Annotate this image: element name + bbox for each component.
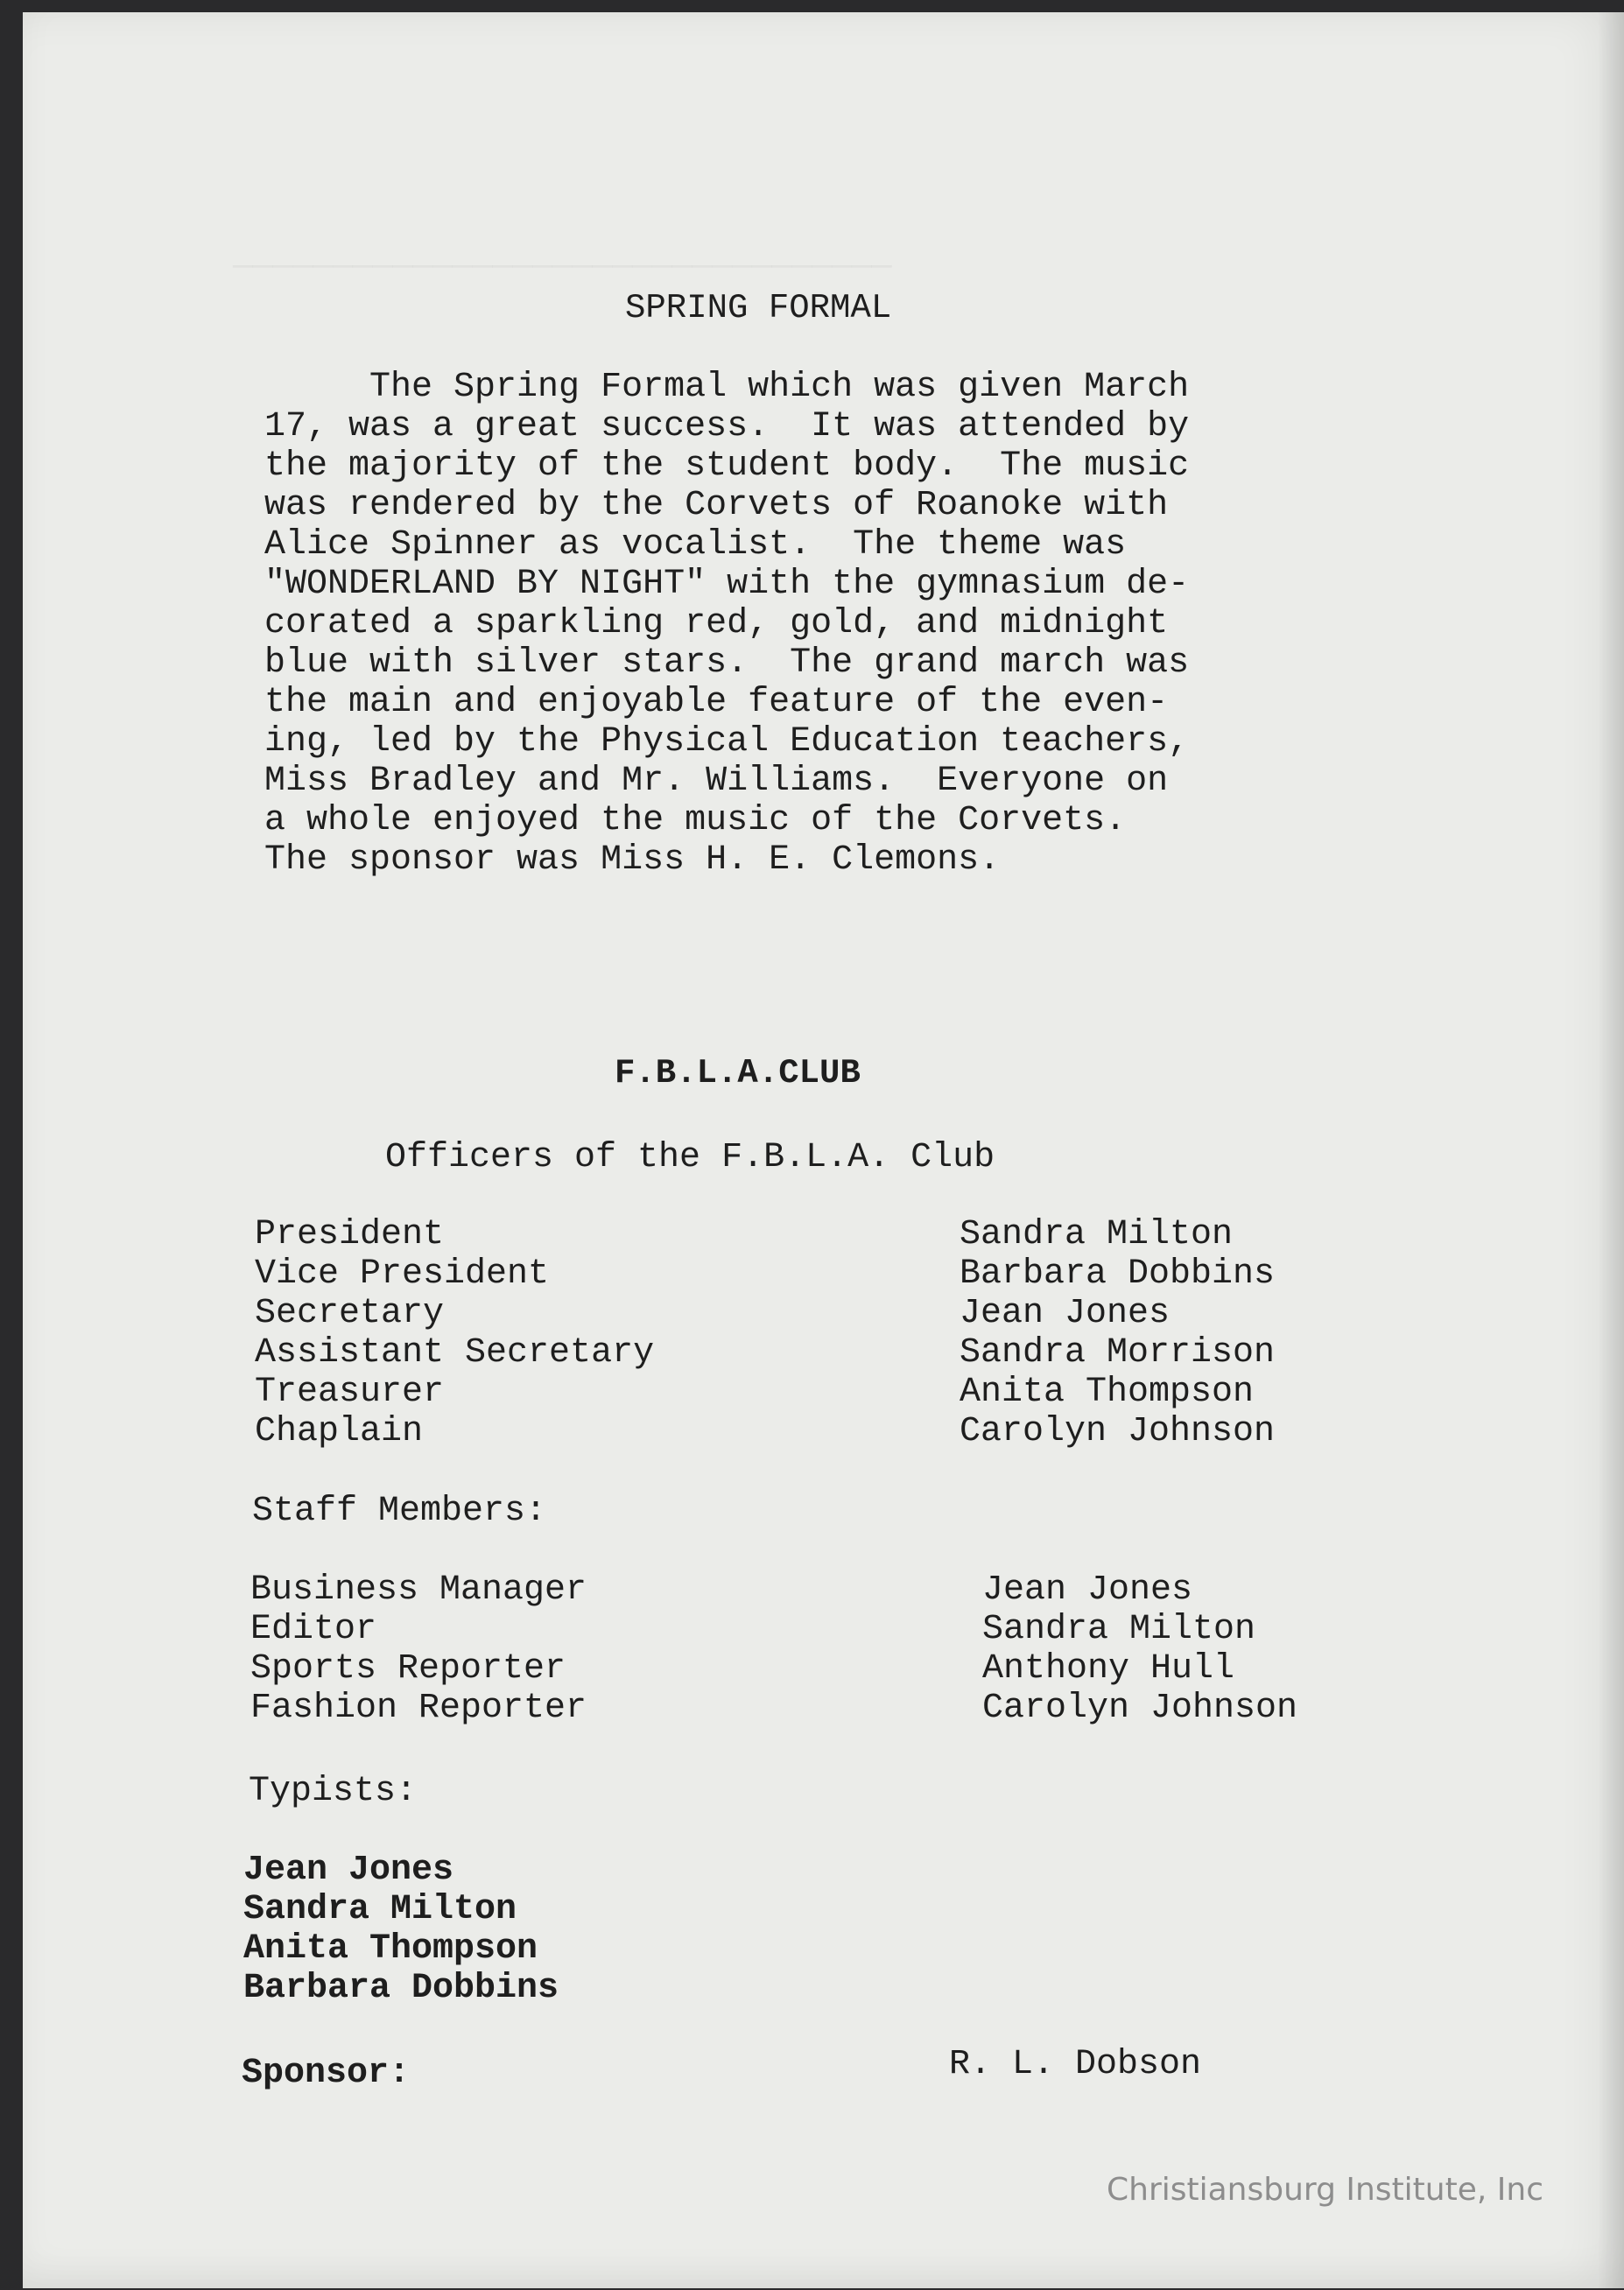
officer-role: Treasurer	[255, 1373, 445, 1412]
typist-name: Anita Thompson	[243, 1929, 538, 1969]
officer-name: Sandra Morrison	[960, 1333, 1276, 1373]
paragraph-line: the main and enjoyable feature of the even-	[264, 683, 1169, 722]
officer-name: Barbara Dobbins	[960, 1254, 1276, 1294]
officers-heading: Officers of the F.B.L.A. Club	[385, 1138, 995, 1177]
staff-name: Anthony Hull	[982, 1649, 1235, 1689]
typists-heading: Typists:	[249, 1772, 418, 1811]
paragraph-line: The sponsor was Miss H. E. Clemons.	[264, 840, 1001, 880]
staff-name: Jean Jones	[982, 1570, 1193, 1610]
staff-role: Editor	[250, 1610, 377, 1649]
paragraph-line: the majority of the student body. The music	[264, 446, 1190, 486]
paragraph-line: "WONDERLAND BY NIGHT" with the gymnasium de-	[264, 565, 1190, 604]
document-page	[23, 12, 1624, 2288]
officer-name: Jean Jones	[960, 1294, 1171, 1333]
officer-name: Sandra Milton	[960, 1215, 1234, 1254]
sponsor-name: R. L. Dobson	[949, 2045, 1202, 2084]
fbla-title: F.B.L.A.CLUB	[615, 1054, 861, 1092]
typist-name: Jean Jones	[243, 1851, 454, 1890]
page-edge-shadow	[1598, 12, 1624, 2288]
staff-role: Fashion Reporter	[250, 1689, 587, 1728]
paragraph-line: The Spring Formal which was given March	[264, 368, 1190, 407]
paragraph-line: Alice Spinner as vocalist. The theme was	[264, 525, 1127, 565]
officer-name: Carolyn Johnson	[960, 1412, 1276, 1451]
officer-role: Chaplain	[255, 1412, 424, 1451]
staff-name: Sandra Milton	[982, 1610, 1256, 1649]
officer-name: Anita Thompson	[960, 1373, 1255, 1412]
paragraph-line: blue with silver stars. The grand march was	[264, 643, 1190, 683]
staff-role: Sports Reporter	[250, 1649, 566, 1689]
officer-role: President	[255, 1215, 445, 1254]
archive-watermark: Christiansburg Institute, Inc	[1106, 2172, 1543, 2208]
staff-role: Business Manager	[250, 1570, 587, 1610]
sponsor-label: Sponsor:	[242, 2054, 411, 2093]
spring-formal-title: SPRING FORMAL	[625, 289, 892, 327]
paragraph-line: ing, led by the Physical Education teachers,	[264, 722, 1190, 762]
officer-role: Secretary	[255, 1294, 445, 1333]
paragraph-line: Miss Bradley and Mr. Williams. Everyone on	[264, 762, 1169, 801]
staff-name: Carolyn Johnson	[982, 1689, 1298, 1728]
paragraph-line: a whole enjoyed the music of the Corvets.	[264, 801, 1127, 840]
paragraph-line: corated a sparkling red, gold, and midnight	[264, 604, 1169, 643]
typist-name: Barbara Dobbins	[243, 1969, 559, 2008]
staff-heading: Staff Members:	[252, 1492, 547, 1531]
typist-name: Sandra Milton	[243, 1890, 517, 1929]
officer-role: Vice President	[255, 1254, 550, 1294]
show-through-texture: ─────────────────────────────────	[233, 249, 892, 287]
paragraph-line: 17, was a great success. It was attended by	[264, 407, 1190, 446]
paragraph-line: was rendered by the Corvets of Roanoke with	[264, 486, 1169, 525]
officer-role: Assistant Secretary	[255, 1333, 655, 1373]
